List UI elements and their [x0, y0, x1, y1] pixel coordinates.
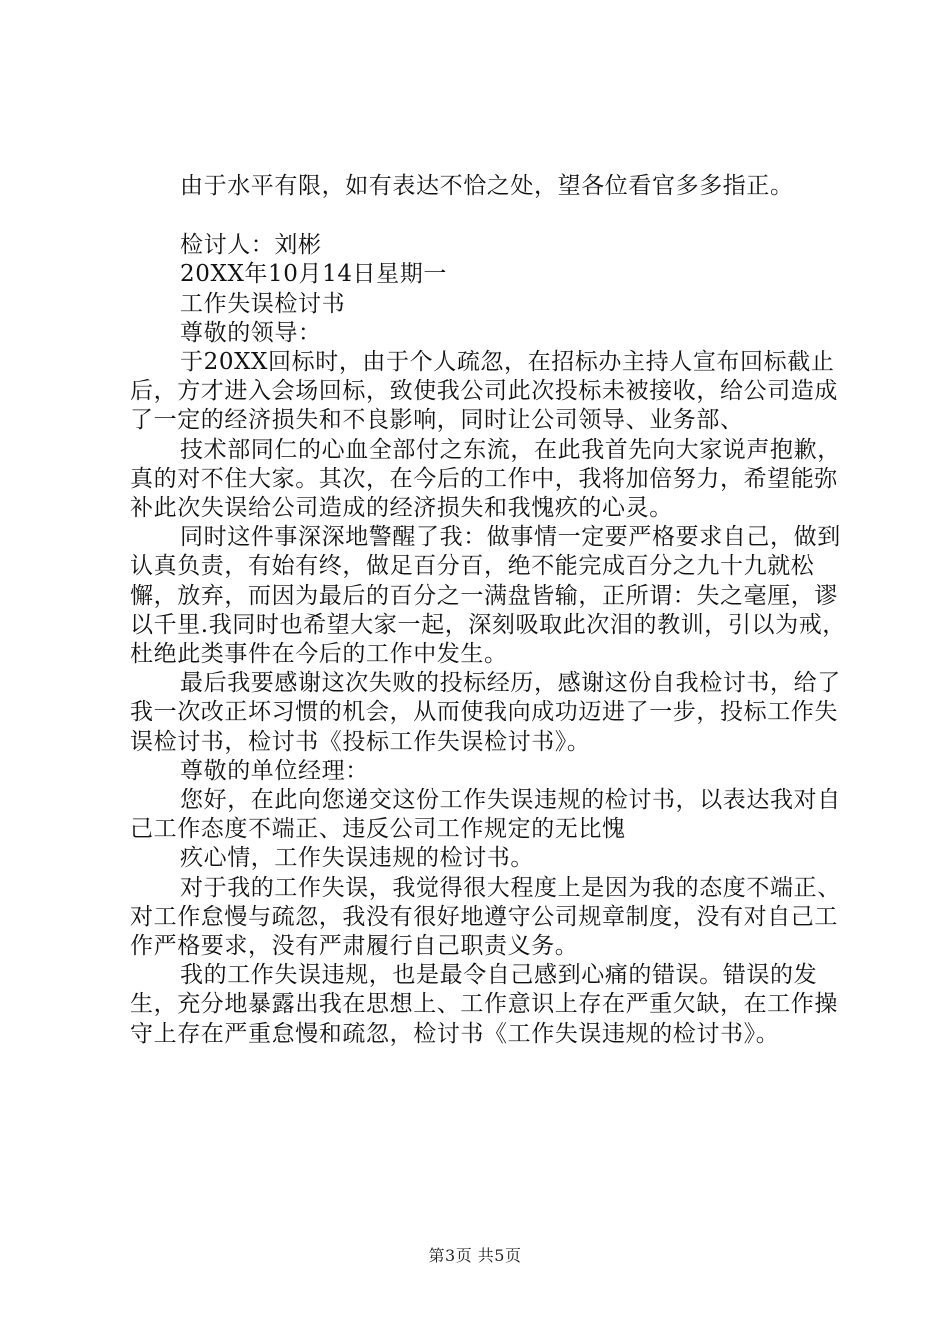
body-paragraph: 您好，在此向您递交这份工作失误违规的检讨书，以表达我对自己工作态度不端正、违反公司工作规定的无比愧 — [130, 787, 841, 843]
date-line: 20XX年10月14日星期一 — [180, 261, 447, 288]
body-paragraph: 技术部同仁的心血全部付之东流，在此我首先向大家说声抱歉，真的对不住大家。其次，在今后的工作中，我将加倍努力，希望能弥补此次失误给公司造成的经济损失和我愧疚的心灵。 — [130, 436, 841, 522]
page-number: 第3页 共5页 — [428, 1246, 522, 1265]
body-paragraph: 疚心情，工作失误违规的检讨书。 — [180, 845, 534, 872]
author-signature: 检讨人：刘彬 — [180, 232, 322, 259]
body-paragraph: 我的工作失误违规，也是最令自己感到心痛的错误。错误的发生，充分地暴露出我在思想上、工作意识上存在严重欠缺，在工作操守上存在严重怠慢和疏忽，检讨书《工作失误违规的检讨书》。 — [130, 962, 838, 1047]
document-title: 工作失误检讨书 — [180, 290, 346, 317]
document-body — [130, 172, 860, 1049]
salutation: 尊敬的单位经理： — [180, 757, 369, 784]
body-paragraph: 于20XX回标时，由于个人疏忽，在招标办主持人宣布回标截止后，方才进入会场回标，致使我公司此次投标未被接收，给公司造成了一定的经济损失和不良影响，同时让公司领导、业务部、 — [130, 349, 838, 434]
body-paragraph: 最后我要感谢这次失败的投标经历，感谢这份自我检讨书，给了我一次改正坏习惯的机会，从而使我向成功迈进了一步，投标工作失误检讨书，检讨书《投标工作失误检讨书》。 — [130, 670, 841, 755]
closing-remark: 由于水平有限，如有表达不恰之处，望各位看官多多指正。 — [180, 173, 794, 199]
body-paragraph: 同时这件事深深地警醒了我：做事情一定要严格要求自己，做到认真负责，有始有终，做足百分百，绝不能完成百分之九十九就松懈，放弃，而因为最后的百分之一满盘皆输，正所谓：失之毫厘，谬以千里.我同时也希望大家一起，深刻吸取此次泪的教训，引以为戒，杜绝此类事件在今后的工作中发生。 — [130, 524, 846, 668]
salutation: 尊敬的领导： — [180, 319, 322, 346]
body-paragraph: 对于我的工作失误，我觉得很大程度上是因为我的态度不端正、对工作怠慢与疏忽，我没有很好地遵守公司规章制度，没有对自己工作严格要求，没有严肃履行自己职责义务。 — [130, 874, 841, 960]
